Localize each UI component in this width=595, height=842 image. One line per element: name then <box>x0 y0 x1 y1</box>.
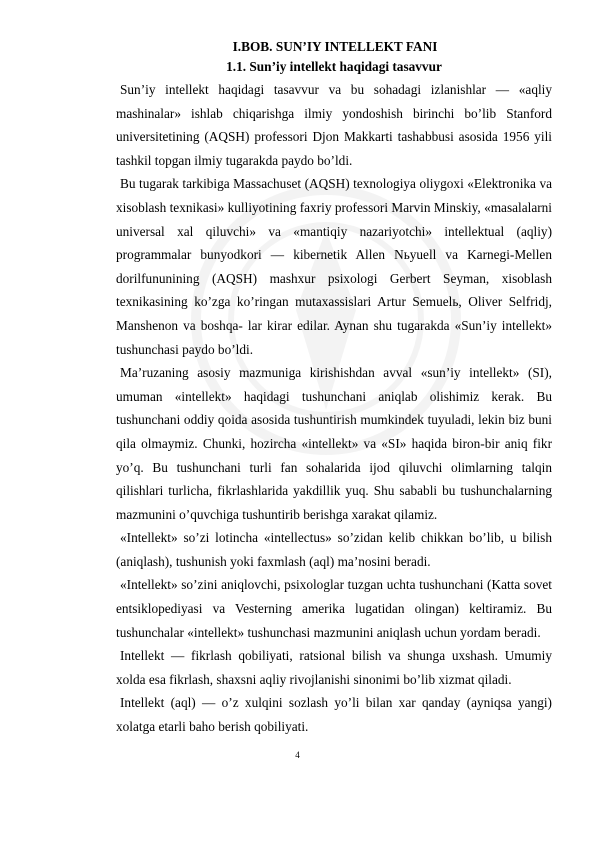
paragraph-6: Intellekt — fikrlash qobiliyati, ratsional bilish va shunga uxshash. Umumiy xolda esa fikrlash, shaxsni aqliy rivojlanishi sinonimi bo’lib xizmat qiladi. <box>116 648 552 687</box>
document-page <box>116 37 552 739</box>
paragraph-5: «Intellekt» so’zini aniqlovchi, psixologlar tuzgan uchta tushunchani (Katta sovet entsiklopediyasi va Vesterning amerika lugatidan olingan) keltiramiz. Bu tushunchalar «intellekt» tushunchasi mazmunini aniqlash uchun yordam beradi. <box>116 577 552 640</box>
page-number: 4 <box>295 750 300 760</box>
paragraph-7: Intellekt (aql) — o’z xulqini sozlash yo’li bilan xar qanday (ayniqsa yangi) xolatga etarli baho berish qobiliyati. <box>116 695 552 735</box>
paragraph-4: «Intellekt» so’zi lotincha «intellectus» so’zidan kelib chikkan bo’lib, u bilish (aniqlash), tushunish yoki faxmlash (aql) ma’nosini beradi. <box>116 530 552 569</box>
chapter-title: I.BOB. SUN’IY INTELLEKT FANI <box>232 39 438 54</box>
paragraph-1: Sun’iy intellekt haqidagi tasavvur va bu sohadagi izlanishlar — «aqliy mashinalar» ishlab chiqarishga ilmiy yondoshish birinchi bo’lib Stanford universitetining (AQSH) professori Djon Makkarti tashabbusi asosida 1956 yili tashkil topgan ilmiy tugarakda paydo bo’ldi. <box>116 82 552 168</box>
paragraph-3: Ma’ruzaning asosiy mazmuniga kirishishdan avval «sun’iy intellekt» (SI), umuman «intellekt» haqidagi tushunchani aniqlab olishimiz kerak. Bu tushunchani oddiy qoida asosida tushuntirish mumkindek tuyuladi, lekin biz buni qila olmaymiz. Chunki, hozircha «intellekt» va «SI» haqida biron-bir aniq fikr yo’q. Bu tushunchani turli fan sohalarida ijod qiluvchi olimlarning talqin qilishlari turlicha, fikrlashlarida yakdillik yuq. Shu sababli bu tushunchalarning mazmunini o’quvchiga tushuntirib berishga xarakat qilamiz. <box>116 365 552 522</box>
section-title: 1.1. Sun’iy intellekt haqidagi tasavvur <box>226 59 442 74</box>
paragraph-2: Bu tugarak tarkibiga Massachuset (AQSH) texnologiya oliygoxi «Elektronika va xisoblash texnikasi» kulliyotining faxriy professori Marvin Minskiy, «masalalarni universal xal qiluvchi» va «mantiqiy nazariyotchi» intellektual (aqliy) programmalar bunyodkori — kibernetik Allen Nьyuell va Karnegi-Mellen dorilfununining (AQSH) mashxur psixologi Gerbert Seyman, xisoblash texnikasining ko’zga ko’ringan mutaxassislari Artur Semuelь, Oliver Selfridj, Manshenon va boshqa- lar kirar edilar. Aynan shu tugarakda «Sun’iy intellekt» tushunchasi paydo bo’ldi. <box>116 176 552 357</box>
